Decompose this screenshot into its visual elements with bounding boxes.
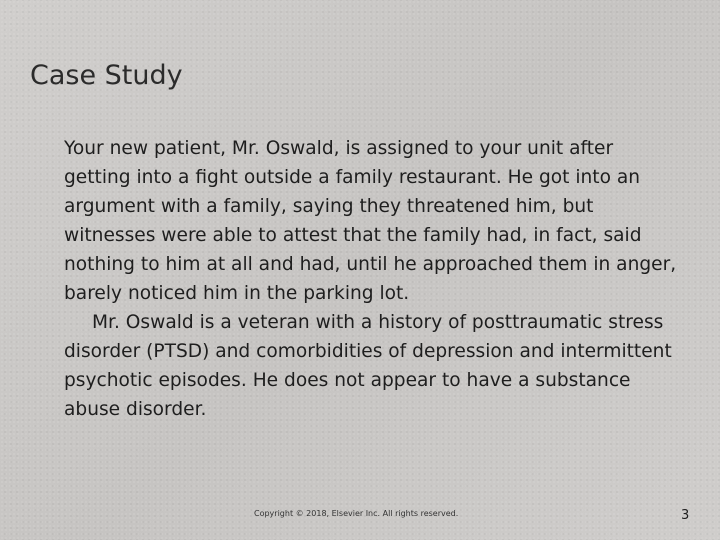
- page-number: 3: [681, 508, 690, 523]
- copyright-footer: Copyright © 2018, Elsevier Inc. All rights reserved.: [254, 509, 459, 518]
- body-paragraph: Your new patient, Mr. Oswald, is assigned to your unit after getting into a fight outside a family restaurant. He got into an argument with a family, saying they threatened him, but witnesses were able to attest that the family had, in fact, said nothing to him at all and had, until he approached them in anger, barely noticed him in the parking lot.: [64, 138, 677, 304]
- slide-title: Case Study: [30, 60, 183, 91]
- slide-body: [64, 134, 679, 424]
- body-paragraph: Mr. Oswald is a veteran with a history of posttraumatic stress disorder (PTSD) and comorbidities of depression and intermittent psychotic episodes. He does not appear to have a substance abuse disorder.: [64, 312, 672, 420]
